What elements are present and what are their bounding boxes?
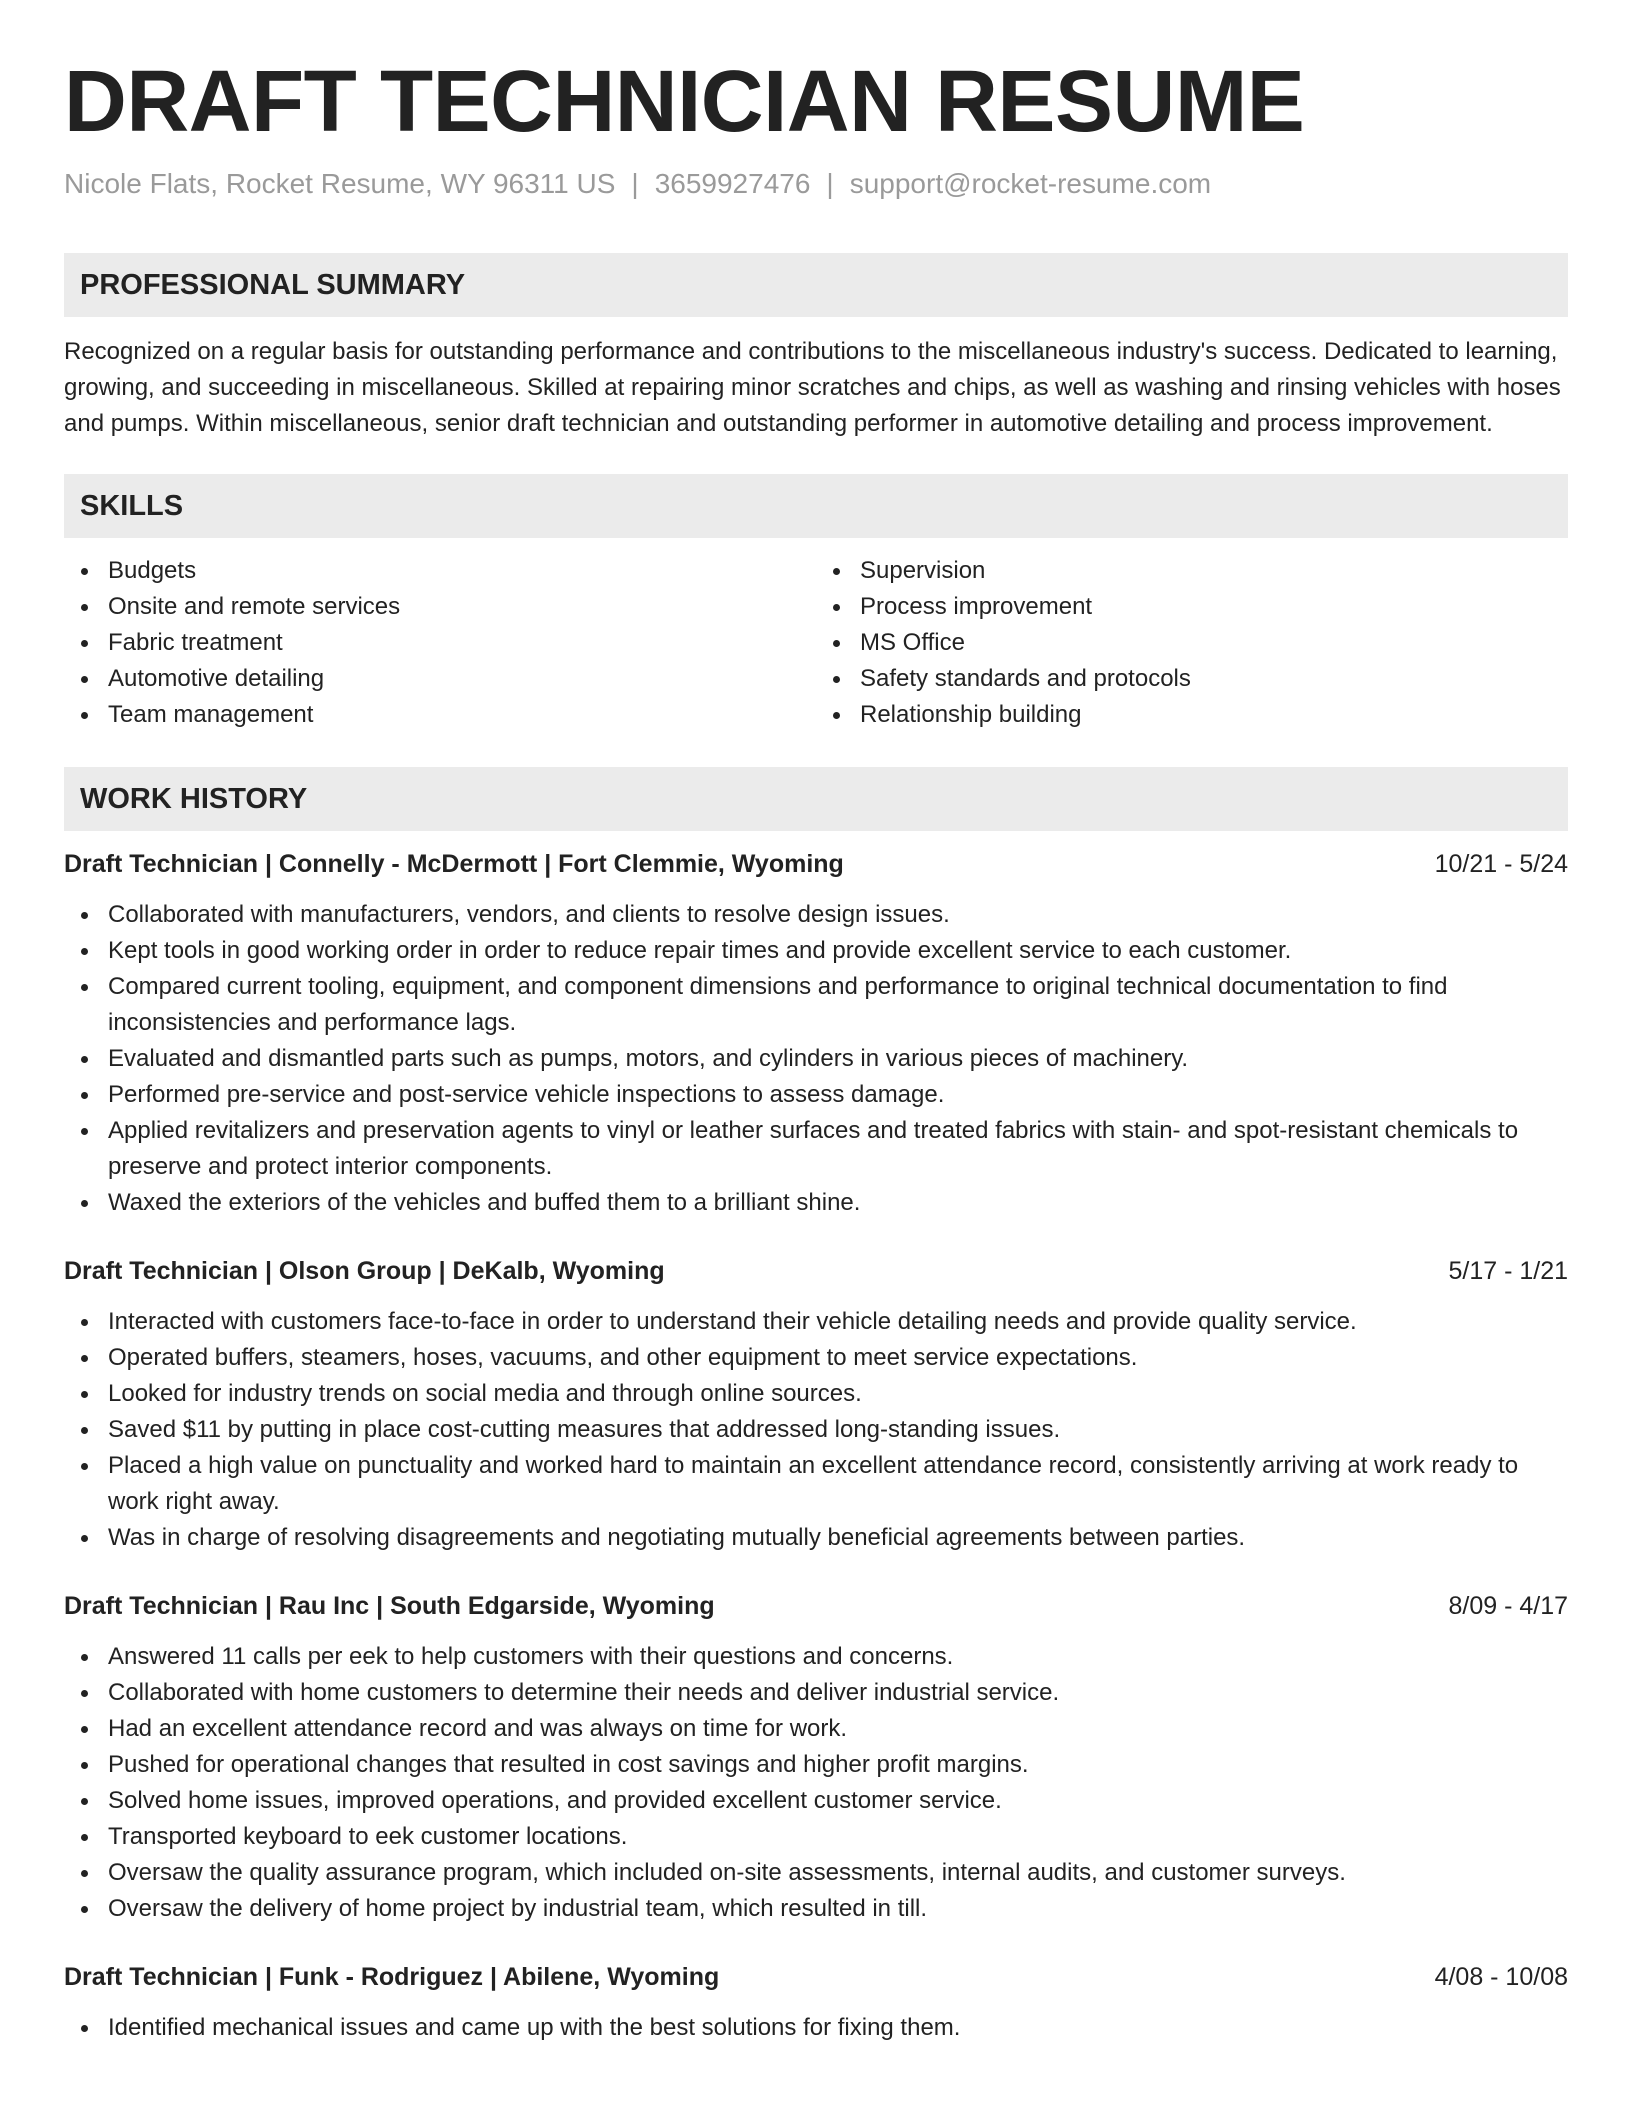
job-bullet: Identified mechanical issues and came up with the best solutions for fixing them.: [108, 2010, 1568, 2046]
skill-item: Supervision: [860, 553, 1568, 589]
contact-separator: |: [826, 168, 834, 199]
job-bullet: Was in charge of resolving disagreements and negotiating mutually beneficial agreements between parties.: [108, 1520, 1568, 1556]
skill-item: Team management: [108, 697, 816, 733]
skill-item: Budgets: [108, 553, 816, 589]
section-header-work-history: WORK HISTORY: [64, 767, 1568, 831]
job-dates: 8/09 - 4/17: [1448, 1592, 1568, 1620]
job-bullet: Looked for industry trends on social media and through online sources.: [108, 1376, 1568, 1412]
job-header: [64, 1588, 1568, 1624]
skill-item: Relationship building: [860, 697, 1568, 733]
skills-list: [64, 553, 1568, 733]
contact-address: Nicole Flats, Rocket Resume, WY 96311 US: [64, 168, 616, 199]
contact-email: support@rocket-resume.com: [849, 168, 1212, 199]
job-title: Draft Technician | Olson Group | DeKalb, Wyoming: [64, 1257, 665, 1285]
job-bullets: [64, 2010, 1568, 2046]
job-bullet: Had an excellent attendance record and was always on time for work.: [108, 1711, 1568, 1747]
job-bullet: Operated buffers, steamers, hoses, vacuums, and other equipment to meet service expectations.: [108, 1340, 1568, 1376]
job-dates: 4/08 - 10/08: [1434, 1963, 1568, 1991]
job-title: Draft Technician | Rau Inc | South Edgarside, Wyoming: [64, 1592, 715, 1620]
job-header: [64, 1253, 1568, 1289]
job-dates: 5/17 - 1/21: [1448, 1257, 1568, 1285]
resume-title: DRAFT TECHNICIAN RESUME: [64, 53, 1305, 150]
job-bullet: Evaluated and dismantled parts such as pumps, motors, and cylinders in various pieces of machinery.: [108, 1041, 1568, 1077]
section-header-summary: PROFESSIONAL SUMMARY: [64, 253, 1568, 317]
job-entry: [64, 1959, 1568, 2046]
job-bullet: Collaborated with manufacturers, vendors, and clients to resolve design issues.: [108, 897, 1568, 933]
job-title: Draft Technician | Connelly - McDermott | Fort Clemmie, Wyoming: [64, 850, 844, 878]
job-bullet: Oversaw the quality assurance program, which included on-site assessments, internal audits, and customer surveys.: [108, 1855, 1568, 1891]
summary-text: Recognized on a regular basis for outstanding performance and contributions to the miscellaneous industry's success. Dedicated to learning, growing, and succeeding in miscellaneous. Skilled at repairing minor scratches and chips, as well as washing and rinsing vehicles with hoses and pumps. Within miscellaneous, senior draft technician and outstanding performer in automotive detailing and process improvement.: [64, 338, 1561, 437]
job-bullets: [64, 897, 1568, 1221]
job-bullets: [64, 1304, 1568, 1556]
job-bullet: Placed a high value on punctuality and worked hard to maintain an excellent attendance record, consistently arriving at work ready to work right away.: [108, 1448, 1568, 1520]
job-entry: [64, 846, 1568, 1221]
job-bullet: Kept tools in good working order in order to reduce repair times and provide excellent service to each customer.: [108, 933, 1568, 969]
job-bullet: Solved home issues, improved operations, and provided excellent customer service.: [108, 1783, 1568, 1819]
contact-line: [64, 166, 1568, 202]
job-bullet: Compared current tooling, equipment, and component dimensions and performance to original technical documentation to find inconsistencies and performance lags.: [108, 969, 1568, 1041]
job-bullet: Collaborated with home customers to determine their needs and deliver industrial service.: [108, 1675, 1568, 1711]
contact-phone: 3659927476: [654, 168, 811, 199]
job-entry: [64, 1588, 1568, 1927]
job-header: [64, 846, 1568, 882]
skills-column-left: [64, 553, 816, 733]
skill-item: Automotive detailing: [108, 661, 816, 697]
contact-separator: |: [631, 168, 639, 199]
job-entry: [64, 1253, 1568, 1556]
job-bullet: Waxed the exteriors of the vehicles and buffed them to a brilliant shine.: [108, 1185, 1568, 1221]
skill-item: Safety standards and protocols: [860, 661, 1568, 697]
job-bullet: Interacted with customers face-to-face in order to understand their vehicle detailing needs and provide quality service.: [108, 1304, 1568, 1340]
job-title: Draft Technician | Funk - Rodriguez | Abilene, Wyoming: [64, 1963, 720, 1991]
skill-item: Onsite and remote services: [108, 589, 816, 625]
job-bullet: Pushed for operational changes that resulted in cost savings and higher profit margins.: [108, 1747, 1568, 1783]
skill-item: MS Office: [860, 625, 1568, 661]
skills-column-right: [816, 553, 1568, 733]
job-header: [64, 1959, 1568, 1995]
job-bullet: Saved $11 by putting in place cost-cutting measures that addressed long-standing issues.: [108, 1412, 1568, 1448]
skill-item: Process improvement: [860, 589, 1568, 625]
job-bullet: Oversaw the delivery of home project by industrial team, which resulted in till.: [108, 1891, 1568, 1927]
job-bullets: [64, 1639, 1568, 1927]
section-header-skills: SKILLS: [64, 474, 1568, 538]
job-dates: 10/21 - 5/24: [1434, 850, 1568, 878]
job-bullet: Performed pre-service and post-service vehicle inspections to assess damage.: [108, 1077, 1568, 1113]
skill-item: Fabric treatment: [108, 625, 816, 661]
job-bullet: Answered 11 calls per eek to help customers with their questions and concerns.: [108, 1639, 1568, 1675]
job-bullet: Transported keyboard to eek customer locations.: [108, 1819, 1568, 1855]
job-bullet: Applied revitalizers and preservation agents to vinyl or leather surfaces and treated fabrics with stain- and spot-resistant chemicals to preserve and protect interior components.: [108, 1113, 1568, 1185]
